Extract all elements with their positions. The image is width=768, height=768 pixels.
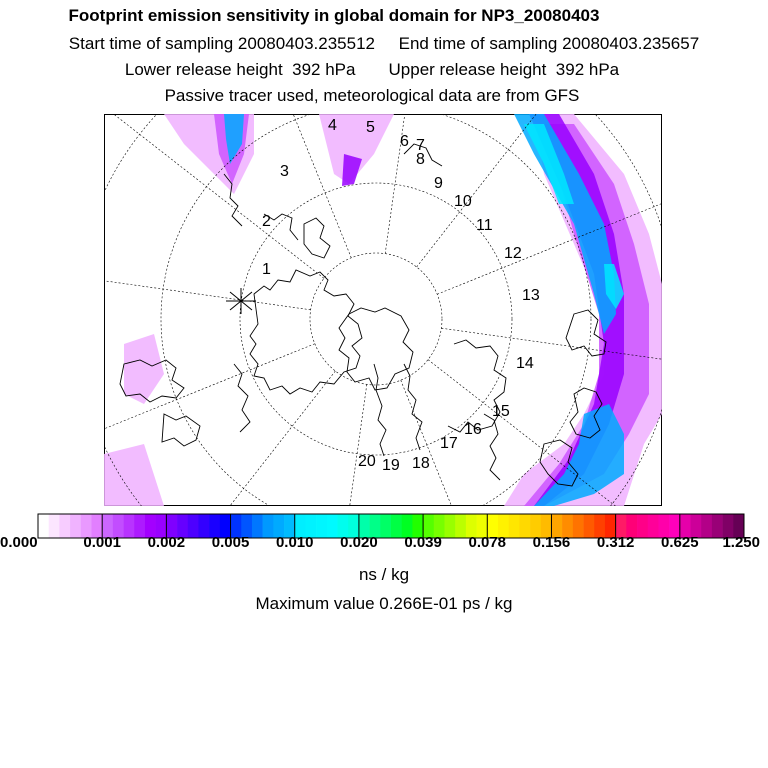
- colorbar-tick-label: 0.001: [83, 534, 121, 548]
- trajectory-label-7: 7: [416, 137, 425, 154]
- colorbar-cell: [124, 514, 135, 538]
- colorbar-cell: [263, 514, 274, 538]
- trajectory-label-3: 3: [280, 163, 289, 180]
- colorbar-cell: [327, 514, 338, 538]
- colorbar-tick-label: 0.039: [404, 534, 442, 548]
- colorbar-tick-label: 0.312: [596, 534, 635, 548]
- colorbar-cell: [316, 514, 327, 538]
- colorbar-cell: [59, 514, 70, 538]
- trajectory-label-1: 1: [262, 261, 271, 278]
- colorbar-cell: [188, 514, 199, 538]
- colorbar-cell: [648, 514, 659, 538]
- colorbar-cell: [712, 514, 723, 538]
- trajectory-label-2: 2: [262, 213, 271, 230]
- colorbar-cell: [509, 514, 520, 538]
- colorbar-cell: [49, 514, 60, 538]
- colorbar-cell: [198, 514, 209, 538]
- colorbar-cells: [38, 514, 744, 538]
- trajectory-label-20: 20: [358, 453, 376, 470]
- colorbar-tick-label: 0.010: [275, 534, 314, 548]
- maximum-value: Maximum value 0.266E-01 ps / kg: [255, 594, 513, 613]
- trajectory-label-8: 8: [416, 151, 425, 168]
- trajectory-label-5: 5: [366, 119, 375, 136]
- colorbar-tick-label: 0.078: [468, 534, 507, 548]
- footprint-map: [104, 114, 662, 506]
- trajectory-label-12: 12: [504, 245, 522, 262]
- colorbar-cell: [573, 514, 584, 538]
- trajectory-label-9: 9: [434, 175, 443, 192]
- colorbar-cell: [637, 514, 648, 538]
- trajectory-label-10: 10: [454, 193, 472, 210]
- colorbar-cell: [38, 514, 49, 538]
- colorbar-tick-label: 0.002: [147, 534, 186, 548]
- trajectory-label-18: 18: [412, 455, 430, 472]
- colorbar-cell: [444, 514, 455, 538]
- colorbar-cell: [252, 514, 263, 538]
- colorbar-cell: [70, 514, 81, 538]
- colorbar-cell: [391, 514, 402, 538]
- colorbar-tick-label: 1.250: [722, 534, 760, 548]
- trajectory-label-19: 19: [382, 457, 400, 474]
- colorbar-cell: [584, 514, 595, 538]
- trajectory-label-4: 4: [328, 117, 337, 134]
- trajectory-label-13: 13: [522, 287, 540, 304]
- trajectory-label-11: 11: [476, 217, 493, 234]
- release-site-asterisk: [226, 288, 256, 314]
- trajectory-label-14: 14: [516, 355, 534, 372]
- release-heights: Lower release height 392 hPa Upper release height 392 hPa: [124, 60, 620, 79]
- colorbar-units: ns / kg: [358, 565, 410, 584]
- map-title: Footprint emission sensitivity in global domain for NP3_20080403: [68, 6, 600, 25]
- trajectory-label-6: 6: [400, 133, 409, 150]
- colorbar-tick-label: 0.156: [532, 534, 571, 548]
- trajectory-label-15: 15: [492, 403, 510, 420]
- tracer-info: Passive tracer used, meteorological data are from GFS: [164, 86, 580, 105]
- colorbar-cell: [134, 514, 145, 538]
- colorbar-tick-label: 0.020: [340, 534, 378, 548]
- colorbar-cell: [519, 514, 530, 538]
- colorbar-tick-label: 0.005: [211, 534, 250, 548]
- colorbar-cell: [701, 514, 712, 538]
- colorbar-tick-label: 0.000: [0, 534, 38, 548]
- colorbar-tick-label: 0.625: [661, 534, 699, 548]
- colorbar: [0, 508, 768, 548]
- trajectory-label-16: 16: [464, 421, 482, 438]
- colorbar-cell: [380, 514, 391, 538]
- colorbar-cell: [455, 514, 466, 538]
- trajectory-label-17: 17: [440, 435, 458, 452]
- sampling-times: Start time of sampling 20080403.235512 End time of sampling 20080403.235657: [68, 34, 700, 53]
